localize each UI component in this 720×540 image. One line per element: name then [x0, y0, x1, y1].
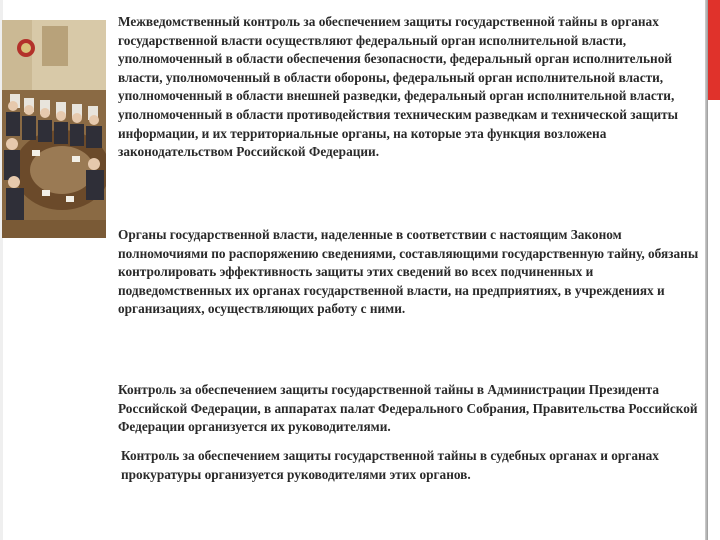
meeting-photo — [2, 20, 106, 238]
paragraph-4: Контроль за обеспечением защиты государственной тайны в судебных органах и органах прокуратуры организуется руководителями этих органов. — [121, 448, 659, 482]
red-accent-bar — [708, 0, 720, 100]
paragraph-1: Межведомственный контроль за обеспечением защиты государственной тайны в органах государственной власти осуществляют федеральный орган исполнительной власти, уполномоченный в области обеспечения безопасности, федеральный орган исполнительной власти, уполномоченный в области обороны, федеральный орган исполнительной власти, уполномоченный в области внешней разведки, федеральный орган исполнительной власти, уполномоченный в области противодействия техническим разведкам и технической защиты информации, и их территориальные органы, на которые эта функция возложена законодательством Российской Федерации. — [118, 14, 679, 160]
paragraph-3: Контроль за обеспечением защиты государственной тайны в Администрации Президента Российской Федерации, в аппаратах палат Федерального Собрания, Правительства Российской Федерации организуется их руководителями. — [118, 382, 698, 435]
paragraph-2: Органы государственной власти, наделенные в соответствии с настоящим Законом полномочиями по распоряжению сведениями, составляющими государственную тайну, обязаны контролировать эффективность защиты этих сведений во всех подчиненных и подведомственных их органах государственной власти, на предприятиях, в учреждениях и организациях, осуществляющих работу с ними. — [118, 227, 699, 317]
